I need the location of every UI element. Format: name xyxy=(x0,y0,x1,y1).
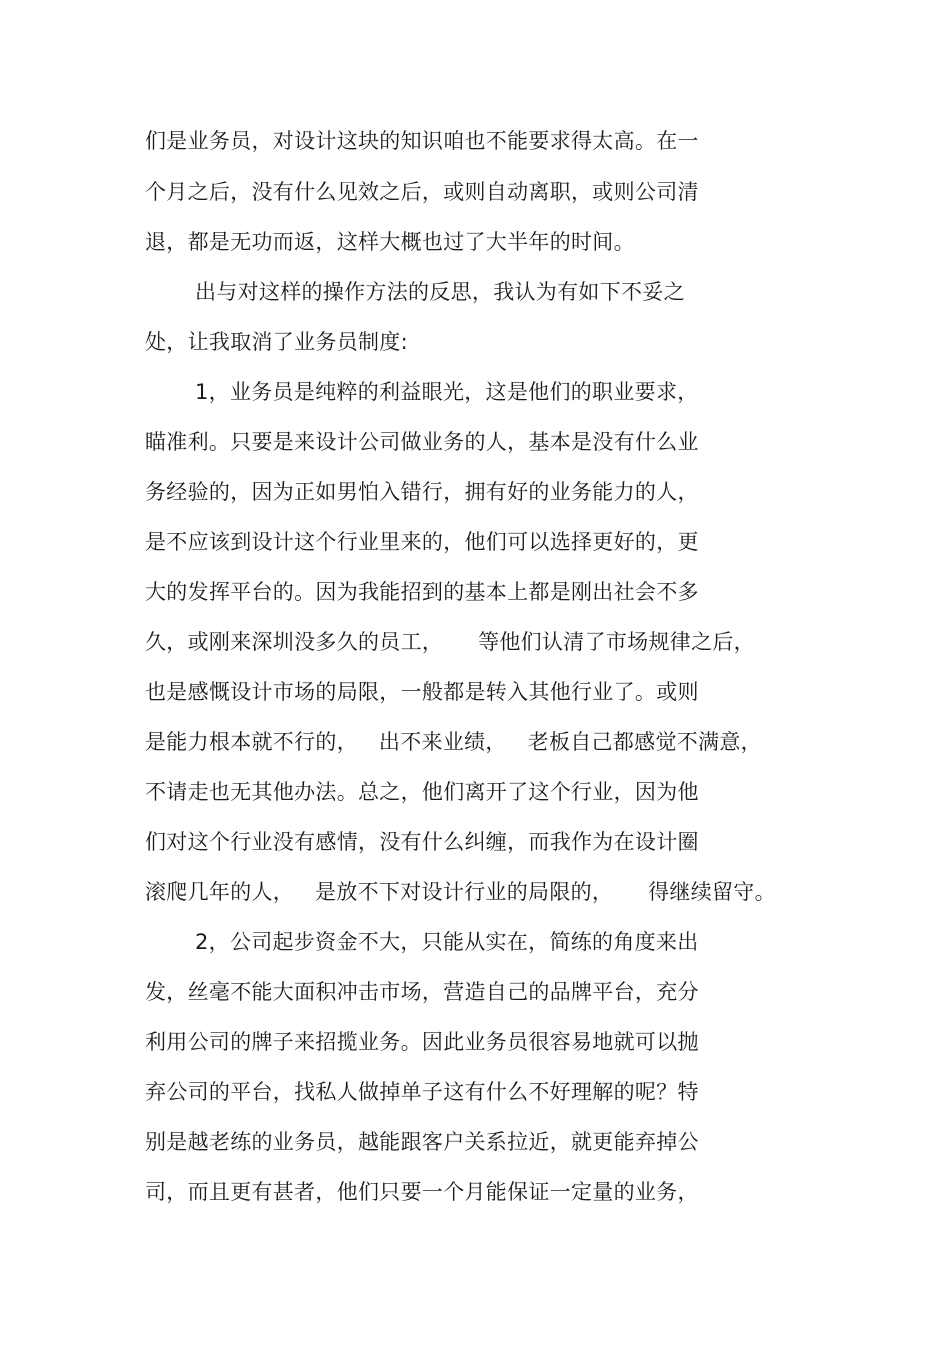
text-line: 瞄准利。只要是来设计公司做业务的人，基本是没有什么业 xyxy=(145,430,699,454)
text-line: 也是感慨设计市场的局限，一般都是转入其他行业了。或则 xyxy=(145,680,699,704)
paragraph-start-line: 出与对这样的操作方法的反思，我认为有如下不妥之 xyxy=(195,280,685,304)
text-line: 不请走也无其他办法。总之，他们离开了这个行业，因为他 xyxy=(145,780,699,804)
text-line: 个月之后，没有什么见效之后，或则自动离职，或则公司清 xyxy=(145,180,699,204)
list-item-2-start: 2，公司起步资金不大，只能从实在，简练的角度来出 xyxy=(195,930,699,954)
text-line: 退，都是无功而返，这样大概也过了大半年的时间。 xyxy=(145,230,635,254)
text-line: 大的发挥平台的。因为我能招到的基本上都是刚出社会不多 xyxy=(145,580,699,604)
text-line: 们对这个行业没有感情，没有什么纠缠，而我作为在设计圈 xyxy=(145,830,699,854)
text-line: 们是业务员，对设计这块的知识咱也不能要求得太高。在一 xyxy=(145,129,699,153)
text-line: 司，而且更有甚者，他们只要一个月能保证一定量的业务， xyxy=(145,1180,699,1204)
text-line: 是能力根本就不行的， 出不来业绩， 老板自己都感觉不满意， xyxy=(145,730,762,754)
text-line: 滚爬几年的人， 是放不下对设计行业的局限的， 得继续留守。 xyxy=(145,880,776,904)
text-line: 是不应该到设计这个行业里来的，他们可以选择更好的，更 xyxy=(145,530,699,554)
text-line: 发，丝毫不能大面积冲击市场，营造自己的品牌平台，充分 xyxy=(145,980,699,1004)
text-line: 弃公司的平台，找私人做掉单子这有什么不好理解的呢？特 xyxy=(145,1080,699,1104)
text-line: 处，让我取消了业务员制度: xyxy=(145,330,408,354)
text-line: 久，或刚来深圳没多久的员工， 等他们认清了市场规律之后， xyxy=(145,630,755,654)
list-item-1-start: 1，业务员是纯粹的利益眼光，这是他们的职业要求， xyxy=(195,380,699,404)
text-line: 别是越老练的业务员，越能跟客户关系拉近，就更能弃掉公 xyxy=(145,1130,699,1154)
text-line: 务经验的，因为正如男怕入错行，拥有好的业务能力的人， xyxy=(145,480,699,504)
text-line: 利用公司的牌子来招揽业务。因此业务员很容易地就可以抛 xyxy=(145,1030,699,1054)
